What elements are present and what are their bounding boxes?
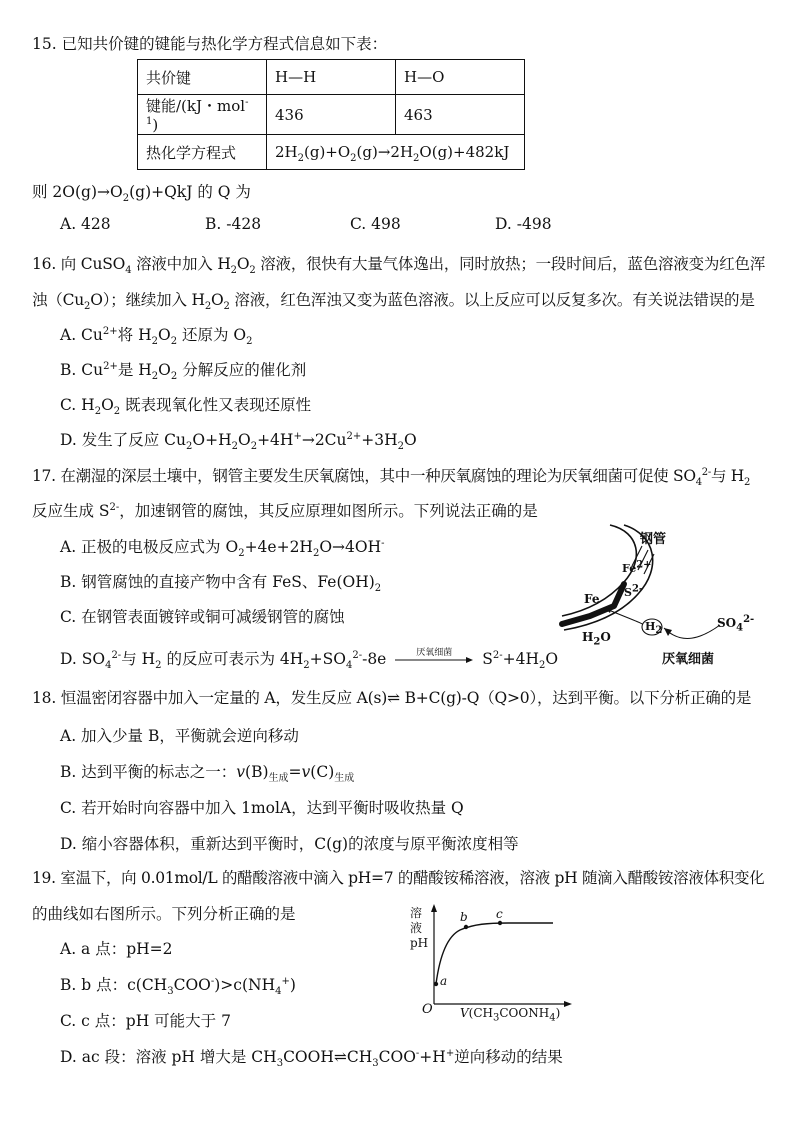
q15-option-d[interactable]: D. -498: [495, 215, 552, 233]
table-equation: $2H_2(g)+O_2(g)\to 2H_2O(g)+482kJ$: [267, 135, 525, 170]
q18-option-a[interactable]: A. 加入少量 B，平衡就会逆向移动: [60, 727, 299, 745]
q16-stem-line2: 浊$(Cu_2O)$；继续加入 $H_2O_2$ 溶液，红色浑浊又变为蓝色溶液。以上反应可以反复多次。有关说法错误的是: [32, 291, 755, 313]
table-value-hh: 436: [267, 95, 396, 135]
bacteria-label: 厌氧细菌: [662, 652, 715, 667]
q15-ask: 则 $2O(g)\to O_2(g)+QkJ$ 的 Q 为: [32, 183, 251, 205]
bond-energy-table: [137, 59, 525, 170]
sulfide-ion-label: $S^{2-}$: [624, 583, 644, 599]
q16-option-b[interactable]: B. $Cu^{2+}$是 $H_2O_2$ 分解反应的催化剂: [60, 360, 307, 383]
q15-stem: 15. 已知共价键的键能与热化学方程式信息如下表：: [32, 35, 388, 53]
sulfate-label: $SO_4^{2-}$: [717, 614, 755, 634]
q18-option-d[interactable]: D. 缩小容器体积，重新达到平衡时，C(g)的浓度与原平衡浓度相等: [60, 835, 519, 853]
table-header-hh: H—H: [267, 60, 396, 95]
point-b-label: b: [460, 910, 468, 924]
table-label-equation: 热化学方程式: [138, 135, 267, 170]
q16-option-d[interactable]: D. 发生了反应 $Cu_2O+H_2O_2+4H^+\to 2Cu^{2+}+3H_2O$: [60, 430, 417, 453]
q15-option-b[interactable]: B. -428: [205, 215, 262, 233]
q17-stem-line2: 反应生成 $S^{2-}$，加速钢管的腐蚀，其反应原理如图所示。下列说法正确的是: [32, 501, 538, 520]
q19-stem-line2: 的曲线如右图所示。下列分析正确的是: [32, 905, 296, 923]
y-axis-label: 溶 液 pH: [410, 906, 429, 950]
fe2-ion-label: $Fe^{2+}$: [622, 559, 652, 575]
origin-label: O: [422, 1002, 433, 1017]
q17-option-b[interactable]: B. 钢管腐蚀的直接产物中含有 FeS、$Fe(OH)_2$: [60, 573, 382, 595]
q19-option-b[interactable]: B. b 点：$c(CH_3COO^-)>c(NH_4^+)$: [60, 975, 296, 998]
q19-option-a[interactable]: A. a 点：pH=2: [60, 940, 173, 958]
q17-stem-line1: 17. 在潮湿的深层土壤中，钢管主要发生厌氧腐蚀，其中一种厌氧腐蚀的理论为厌氧细菌可促使 $SO_4^{2-}$与 $H_2$: [32, 466, 751, 489]
fe-label: Fe: [584, 592, 600, 606]
hydrogen-label: $H_2$: [645, 620, 663, 637]
q19-option-d[interactable]: D. ac 段：溶液 pH 增大是 $CH_3COOH\rightleftharpoons CH_3COO^-+H^+$逆向移动的结果: [60, 1047, 563, 1070]
water-label: $H_2O$: [582, 630, 611, 648]
q18-option-b[interactable]: B. 达到平衡的标志之一：$v(B)_{生成}=v(C)_{生成}$: [60, 763, 355, 785]
reaction-arrow: [393, 648, 475, 665]
ph-titration-graph: [408, 904, 578, 1022]
table-value-ho: 463: [396, 95, 525, 135]
q16-option-a[interactable]: A. $Cu^{2+}$将 $H_2O_2$ 还原为 $O_2$: [60, 325, 253, 348]
q18-option-c[interactable]: C. 若开始时向容器中加入 1molA，达到平衡时吸收热量 Q: [60, 799, 464, 817]
q16-option-c[interactable]: C. $H_2O_2$ 既表现氧化性又表现还原性: [60, 396, 312, 418]
table-label-energy: 键能/(kJ・mol$^{-1}$): [138, 95, 267, 135]
corrosion-diagram: [552, 520, 755, 670]
q15-option-a[interactable]: A. 428: [60, 215, 111, 233]
q16-stem-line1: 16. 向 CuSO$_4$ 溶液中加入 $H_2O_2$ 溶液，很快有大量气体逸出，同时放热；一段时间后，蓝色溶液变为红色浑: [32, 255, 766, 277]
q17-option-d[interactable]: D. $SO_4^{2-}$与 $H_2$ 的反应可表示为 $4H_2+SO_4^{2-}-8e$ 厌氧细菌 $S^{2-}+4H_2O$: [60, 647, 558, 669]
ph-curve-plot: [408, 904, 578, 1022]
q15-option-c[interactable]: C. 498: [350, 215, 401, 233]
q19-stem-line1: 19. 室温下，向 0.01mol/L 的醋酸溶液中滴入 pH=7 的醋酸铵稀溶液，溶液 pH 随滴入醋酸铵溶液体积变化: [32, 869, 765, 887]
q19-option-c[interactable]: C. c 点：pH 可能大于 7: [60, 1012, 231, 1030]
x-axis-label: $V(CH_3COONH_4)$: [460, 1006, 561, 1024]
right-arrow-icon: [393, 655, 475, 665]
q17-option-c[interactable]: C. 在钢管表面镀锌或铜可减缓钢管的腐蚀: [60, 608, 345, 626]
table-header-ho: H—O: [396, 60, 525, 95]
pipe-label: 钢管: [640, 532, 667, 547]
q17-option-a[interactable]: A. 正极的电极反应式为 $O_2+4e+2H_2O\to 4OH^-$: [60, 537, 385, 560]
q18-stem: 18. 恒温密闭容器中加入一定量的 A，发生反应 A(s)⇌ B+C(g)-Q（Q>0），达到平衡。以下分析正确的是: [32, 689, 752, 707]
point-c-label: c: [496, 907, 503, 921]
arrow-condition-label: 厌氧细菌: [416, 648, 453, 658]
point-a-label: a: [440, 974, 448, 988]
table-header-bond: 共价键: [138, 60, 267, 95]
